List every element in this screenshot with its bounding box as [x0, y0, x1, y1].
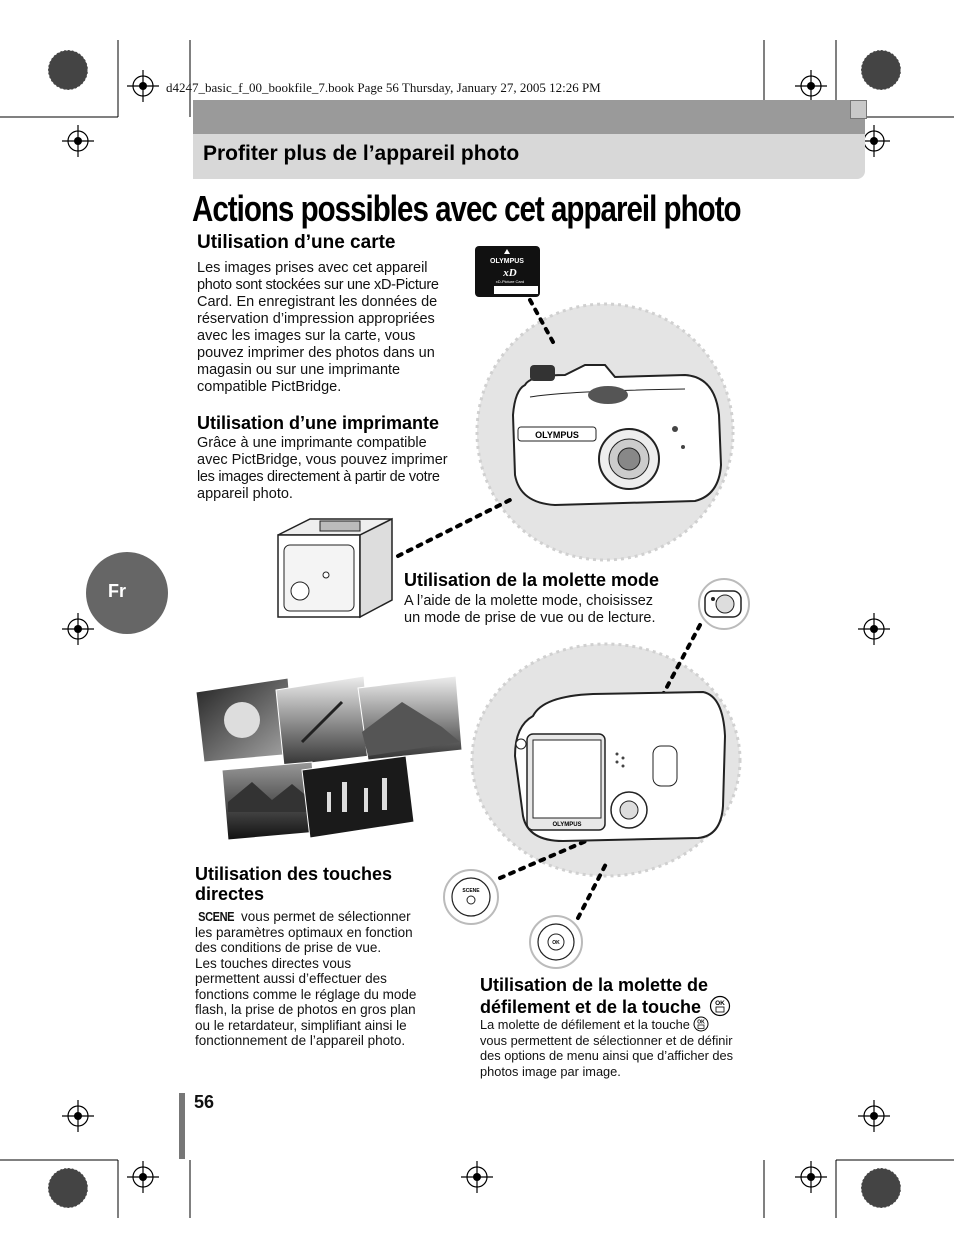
- text-line: A l’aide de la molette mode, choisissez: [404, 593, 654, 609]
- paragraph-molette-defilement: [480, 1017, 765, 1079]
- camera-back-illustration: [503, 686, 728, 846]
- ok-menu-icon: [693, 1016, 709, 1032]
- heading-line: directes: [195, 884, 265, 904]
- svg-text:OK: OK: [697, 1019, 706, 1026]
- book-info: d4247_basic_f_00_bookfile_7.book Page 56 Thursday, January 27, 2005 12:26 PM: [166, 80, 601, 95]
- paragraph-touches-directes: [195, 909, 445, 1049]
- text-line: compatible PictBridge.: [197, 379, 342, 395]
- ok-menu-icon: [709, 995, 731, 1017]
- paragraph-imprimante: [197, 435, 472, 503]
- text-line: des conditions de prise de vue.: [195, 940, 382, 955]
- mode-dial-illustration: [697, 577, 751, 631]
- paragraph-carte: [197, 260, 472, 396]
- camera-front-illustration: [505, 355, 725, 510]
- text-line: ou le retardateur, simplifiant ainsi le: [195, 1017, 407, 1033]
- card-brand-label: OLYMPUS: [490, 258, 524, 265]
- heading-line: [480, 996, 731, 1018]
- text-line: Les images prises avec cet appareil: [197, 260, 428, 276]
- card-sub-label: xD-Picture Card: [495, 279, 525, 284]
- heading-text: défilement et de la touche: [480, 997, 702, 1017]
- section-title: Profiter plus de l’appareil photo: [203, 142, 520, 165]
- heading-molette-mode: Utilisation de la molette mode: [404, 570, 660, 590]
- scene-button-label: SCENE: [198, 909, 235, 924]
- text-line: permettent aussi d’effectuer des: [195, 971, 387, 986]
- text-line: les paramètres optimaux en fonction: [195, 924, 413, 940]
- language-tab: [86, 552, 168, 634]
- text-line: [480, 1017, 765, 1033]
- page-number: 56: [194, 1092, 215, 1112]
- text-line: magasin ou sur une imprimante: [197, 362, 401, 378]
- camera-brand-label: OLYMPUS: [535, 430, 579, 440]
- page-title: Actions possibles avec cet appareil photo: [192, 188, 741, 229]
- language-label: Fr: [108, 581, 126, 601]
- text-line: photos image par image.: [480, 1063, 621, 1079]
- text-fragment: La molette de défilement et la touche: [480, 1017, 690, 1032]
- text-line: flash, la prise de photos en gros plan: [195, 1002, 416, 1017]
- ok-dial-illustration: [528, 914, 584, 970]
- text-line: Grâce à une imprimante compatible: [197, 435, 427, 451]
- text-line: photo sont stockées sur une xD-Picture: [197, 277, 439, 293]
- heading-carte: Utilisation d’une carte: [197, 232, 396, 253]
- text-line: vous permettent de sélectionner et de définir: [480, 1032, 733, 1048]
- card-logo-label: xD: [503, 267, 517, 279]
- text-line: Card. En enregistrant les données de: [197, 294, 438, 310]
- text-line: avec les images sur la carte, vous: [197, 328, 416, 344]
- scene-dial-label: SCENE: [462, 888, 480, 894]
- heading-line: Utilisation de la molette de: [480, 975, 709, 995]
- text-line: un mode de prise de vue ou de lecture.: [404, 610, 656, 626]
- text-line: des options de menu ainsi que d’afficher des: [480, 1048, 734, 1063]
- text-line: [195, 909, 445, 925]
- page-number-bar: [179, 1093, 185, 1159]
- photo-collage-illustration: [192, 672, 467, 842]
- text-line: fonctions comme le réglage du mode: [195, 986, 417, 1002]
- text-line: avec PictBridge, vous pouvez imprimer: [197, 452, 448, 468]
- text-fragment: vous permet de sélectionner: [237, 909, 411, 924]
- text-line: Les touches directes vous: [195, 955, 352, 971]
- text-line: les images directement à partir de votre: [197, 469, 440, 485]
- ok-dial-label: OK: [552, 940, 560, 946]
- text-line: pouvez imprimer des photos dans un: [197, 345, 435, 361]
- xd-card-illustration: [474, 245, 542, 299]
- printer-illustration: [270, 515, 400, 620]
- heading-molette-defilement: [480, 974, 731, 1018]
- svg-text:OK: OK: [715, 1000, 725, 1008]
- heading-touches-directes: [195, 864, 392, 904]
- text-line: réservation d’impression appropriées: [197, 311, 435, 327]
- heading-line: Utilisation des touches: [195, 864, 393, 884]
- camera-back-brand-label: OLYMPUS: [552, 822, 582, 828]
- text-line: fonctionnement de l’appareil photo.: [195, 1033, 406, 1048]
- text-line: appareil photo.: [197, 486, 293, 502]
- heading-imprimante: Utilisation d’une imprimante: [197, 413, 440, 433]
- scene-dial-illustration: [442, 868, 500, 926]
- paragraph-molette-mode: [404, 593, 694, 627]
